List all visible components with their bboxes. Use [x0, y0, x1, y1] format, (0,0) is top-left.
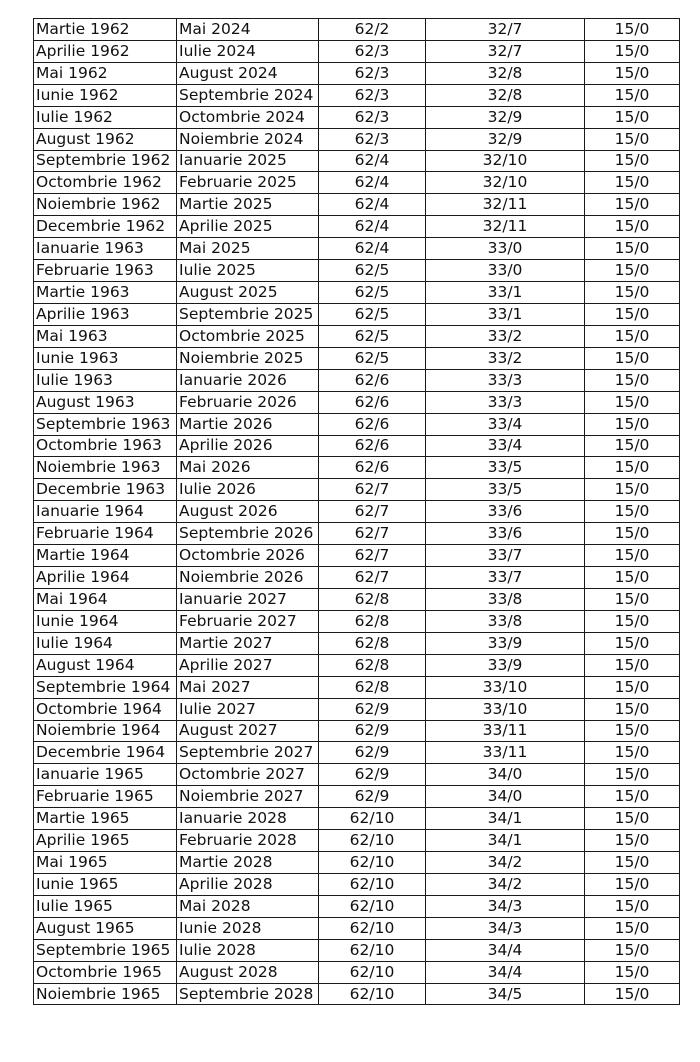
table-row	[34, 282, 680, 304]
standard-age-cell: 62/5	[319, 260, 426, 282]
birth-month-cell: Iulie 1964	[34, 632, 177, 654]
minimum-contribution-cell: 15/0	[585, 720, 680, 742]
retirement-month-cell: Mai 2024	[177, 19, 319, 41]
retirement-month-cell: Aprilie 2025	[177, 216, 319, 238]
table-row	[34, 852, 680, 874]
birth-month-cell: Noiembrie 1964	[34, 720, 177, 742]
table-row	[34, 128, 680, 150]
contribution-period-cell: 34/0	[426, 764, 585, 786]
table-row	[34, 610, 680, 632]
birth-month-cell: Iulie 1963	[34, 369, 177, 391]
minimum-contribution-cell: 15/0	[585, 698, 680, 720]
birth-month-cell: Noiembrie 1962	[34, 194, 177, 216]
birth-month-cell: Octombrie 1964	[34, 698, 177, 720]
table-row	[34, 150, 680, 172]
retirement-month-cell: Septembrie 2025	[177, 303, 319, 325]
retirement-month-cell: Mai 2027	[177, 676, 319, 698]
standard-age-cell: 62/6	[319, 391, 426, 413]
table-row	[34, 216, 680, 238]
standard-age-cell: 62/7	[319, 501, 426, 523]
retirement-month-cell: Februarie 2028	[177, 830, 319, 852]
contribution-period-cell: 33/7	[426, 545, 585, 567]
table-row	[34, 764, 680, 786]
minimum-contribution-cell: 15/0	[585, 62, 680, 84]
retirement-month-cell: August 2024	[177, 62, 319, 84]
minimum-contribution-cell: 15/0	[585, 194, 680, 216]
minimum-contribution-cell: 15/0	[585, 610, 680, 632]
minimum-contribution-cell: 15/0	[585, 764, 680, 786]
standard-age-cell: 62/8	[319, 654, 426, 676]
birth-month-cell: Martie 1963	[34, 282, 177, 304]
minimum-contribution-cell: 15/0	[585, 40, 680, 62]
contribution-period-cell: 33/0	[426, 260, 585, 282]
standard-age-cell: 62/5	[319, 325, 426, 347]
minimum-contribution-cell: 15/0	[585, 632, 680, 654]
retirement-month-cell: Aprilie 2028	[177, 873, 319, 895]
standard-age-cell: 62/7	[319, 567, 426, 589]
birth-month-cell: Martie 1962	[34, 19, 177, 41]
birth-month-cell: Februarie 1965	[34, 786, 177, 808]
contribution-period-cell: 34/0	[426, 786, 585, 808]
table-row	[34, 84, 680, 106]
minimum-contribution-cell: 15/0	[585, 830, 680, 852]
table-row	[34, 325, 680, 347]
table-row	[34, 698, 680, 720]
table-row	[34, 501, 680, 523]
minimum-contribution-cell: 15/0	[585, 895, 680, 917]
standard-age-cell: 62/4	[319, 194, 426, 216]
standard-age-cell: 62/2	[319, 19, 426, 41]
minimum-contribution-cell: 15/0	[585, 479, 680, 501]
standard-age-cell: 62/8	[319, 610, 426, 632]
table-row	[34, 545, 680, 567]
retirement-month-cell: Octombrie 2027	[177, 764, 319, 786]
standard-age-cell: 62/6	[319, 413, 426, 435]
table-row	[34, 588, 680, 610]
standard-age-cell: 62/5	[319, 347, 426, 369]
contribution-period-cell: 33/10	[426, 676, 585, 698]
standard-age-cell: 62/10	[319, 873, 426, 895]
minimum-contribution-cell: 15/0	[585, 435, 680, 457]
retirement-month-cell: Mai 2026	[177, 457, 319, 479]
table-row	[34, 983, 680, 1005]
table-row	[34, 523, 680, 545]
table-row	[34, 961, 680, 983]
minimum-contribution-cell: 15/0	[585, 742, 680, 764]
table-row	[34, 895, 680, 917]
contribution-period-cell: 32/7	[426, 40, 585, 62]
minimum-contribution-cell: 15/0	[585, 369, 680, 391]
minimum-contribution-cell: 15/0	[585, 216, 680, 238]
birth-month-cell: Ianuarie 1964	[34, 501, 177, 523]
minimum-contribution-cell: 15/0	[585, 106, 680, 128]
standard-age-cell: 62/6	[319, 435, 426, 457]
birth-month-cell: Mai 1964	[34, 588, 177, 610]
birth-month-cell: Octombrie 1962	[34, 172, 177, 194]
birth-month-cell: Noiembrie 1963	[34, 457, 177, 479]
birth-month-cell: Iunie 1964	[34, 610, 177, 632]
standard-age-cell: 62/3	[319, 128, 426, 150]
contribution-period-cell: 33/3	[426, 391, 585, 413]
retirement-month-cell: Februarie 2026	[177, 391, 319, 413]
retirement-month-cell: August 2026	[177, 501, 319, 523]
retirement-month-cell: Ianuarie 2026	[177, 369, 319, 391]
standard-age-cell: 62/3	[319, 40, 426, 62]
minimum-contribution-cell: 15/0	[585, 786, 680, 808]
standard-age-cell: 62/7	[319, 523, 426, 545]
contribution-period-cell: 34/1	[426, 830, 585, 852]
contribution-period-cell: 33/0	[426, 238, 585, 260]
standard-age-cell: 62/8	[319, 632, 426, 654]
minimum-contribution-cell: 15/0	[585, 961, 680, 983]
retirement-month-cell: Ianuarie 2025	[177, 150, 319, 172]
standard-age-cell: 62/7	[319, 545, 426, 567]
minimum-contribution-cell: 15/0	[585, 873, 680, 895]
retirement-month-cell: Mai 2025	[177, 238, 319, 260]
birth-month-cell: Iunie 1965	[34, 873, 177, 895]
standard-age-cell: 62/10	[319, 961, 426, 983]
minimum-contribution-cell: 15/0	[585, 303, 680, 325]
standard-age-cell: 62/5	[319, 303, 426, 325]
retirement-month-cell: Noiembrie 2027	[177, 786, 319, 808]
birth-month-cell: August 1965	[34, 917, 177, 939]
contribution-period-cell: 34/1	[426, 808, 585, 830]
retirement-month-cell: Iulie 2024	[177, 40, 319, 62]
birth-month-cell: Aprilie 1965	[34, 830, 177, 852]
birth-month-cell: Decembrie 1964	[34, 742, 177, 764]
contribution-period-cell: 34/3	[426, 917, 585, 939]
contribution-period-cell: 33/7	[426, 567, 585, 589]
minimum-contribution-cell: 15/0	[585, 501, 680, 523]
minimum-contribution-cell: 15/0	[585, 347, 680, 369]
contribution-period-cell: 33/9	[426, 654, 585, 676]
standard-age-cell: 62/8	[319, 676, 426, 698]
retirement-month-cell: Noiembrie 2024	[177, 128, 319, 150]
standard-age-cell: 62/9	[319, 786, 426, 808]
standard-age-cell: 62/4	[319, 172, 426, 194]
birth-month-cell: Februarie 1963	[34, 260, 177, 282]
retirement-month-cell: Iulie 2028	[177, 939, 319, 961]
birth-month-cell: Septembrie 1964	[34, 676, 177, 698]
table-body	[34, 19, 680, 1005]
retirement-month-cell: Aprilie 2027	[177, 654, 319, 676]
standard-age-cell: 62/9	[319, 698, 426, 720]
contribution-period-cell: 34/3	[426, 895, 585, 917]
birth-month-cell: Aprilie 1964	[34, 567, 177, 589]
contribution-period-cell: 33/2	[426, 347, 585, 369]
standard-age-cell: 62/3	[319, 84, 426, 106]
retirement-month-cell: Martie 2027	[177, 632, 319, 654]
standard-age-cell: 62/4	[319, 216, 426, 238]
retirement-month-cell: August 2028	[177, 961, 319, 983]
table-row	[34, 676, 680, 698]
table-row	[34, 347, 680, 369]
minimum-contribution-cell: 15/0	[585, 128, 680, 150]
minimum-contribution-cell: 15/0	[585, 172, 680, 194]
retirement-month-cell: Iunie 2028	[177, 917, 319, 939]
contribution-period-cell: 34/4	[426, 939, 585, 961]
birth-month-cell: Octombrie 1965	[34, 961, 177, 983]
table-row	[34, 457, 680, 479]
standard-age-cell: 62/8	[319, 588, 426, 610]
birth-month-cell: Iunie 1963	[34, 347, 177, 369]
contribution-period-cell: 33/3	[426, 369, 585, 391]
minimum-contribution-cell: 15/0	[585, 260, 680, 282]
retirement-month-cell: Mai 2028	[177, 895, 319, 917]
birth-month-cell: Martie 1965	[34, 808, 177, 830]
minimum-contribution-cell: 15/0	[585, 238, 680, 260]
retirement-month-cell: Octombrie 2024	[177, 106, 319, 128]
birth-month-cell: Ianuarie 1963	[34, 238, 177, 260]
table-row	[34, 172, 680, 194]
retirement-month-cell: Februarie 2027	[177, 610, 319, 632]
retirement-month-cell: Iulie 2026	[177, 479, 319, 501]
retirement-month-cell: Septembrie 2028	[177, 983, 319, 1005]
contribution-period-cell: 34/5	[426, 983, 585, 1005]
pension-schedule-table	[33, 18, 680, 1005]
contribution-period-cell: 32/11	[426, 216, 585, 238]
birth-month-cell: Decembrie 1963	[34, 479, 177, 501]
contribution-period-cell: 32/8	[426, 62, 585, 84]
contribution-period-cell: 33/5	[426, 479, 585, 501]
table-row	[34, 479, 680, 501]
contribution-period-cell: 33/8	[426, 610, 585, 632]
minimum-contribution-cell: 15/0	[585, 852, 680, 874]
standard-age-cell: 62/3	[319, 62, 426, 84]
table-row	[34, 786, 680, 808]
birth-month-cell: Aprilie 1963	[34, 303, 177, 325]
minimum-contribution-cell: 15/0	[585, 413, 680, 435]
minimum-contribution-cell: 15/0	[585, 457, 680, 479]
birth-month-cell: Mai 1962	[34, 62, 177, 84]
table-row	[34, 830, 680, 852]
contribution-period-cell: 33/11	[426, 742, 585, 764]
table-row	[34, 194, 680, 216]
standard-age-cell: 62/10	[319, 830, 426, 852]
contribution-period-cell: 32/10	[426, 172, 585, 194]
contribution-period-cell: 34/2	[426, 852, 585, 874]
contribution-period-cell: 33/1	[426, 303, 585, 325]
birth-month-cell: Iulie 1965	[34, 895, 177, 917]
contribution-period-cell: 33/2	[426, 325, 585, 347]
standard-age-cell: 62/10	[319, 808, 426, 830]
table-row	[34, 413, 680, 435]
contribution-period-cell: 34/4	[426, 961, 585, 983]
birth-month-cell: August 1962	[34, 128, 177, 150]
retirement-month-cell: Iulie 2027	[177, 698, 319, 720]
table-row	[34, 238, 680, 260]
birth-month-cell: Februarie 1964	[34, 523, 177, 545]
minimum-contribution-cell: 15/0	[585, 391, 680, 413]
retirement-month-cell: August 2025	[177, 282, 319, 304]
birth-month-cell: Octombrie 1963	[34, 435, 177, 457]
table-row	[34, 720, 680, 742]
birth-month-cell: Martie 1964	[34, 545, 177, 567]
retirement-month-cell: Iulie 2025	[177, 260, 319, 282]
birth-month-cell: August 1963	[34, 391, 177, 413]
minimum-contribution-cell: 15/0	[585, 939, 680, 961]
contribution-period-cell: 34/2	[426, 873, 585, 895]
minimum-contribution-cell: 15/0	[585, 325, 680, 347]
minimum-contribution-cell: 15/0	[585, 654, 680, 676]
contribution-period-cell: 32/9	[426, 128, 585, 150]
contribution-period-cell: 33/10	[426, 698, 585, 720]
minimum-contribution-cell: 15/0	[585, 588, 680, 610]
retirement-month-cell: August 2027	[177, 720, 319, 742]
minimum-contribution-cell: 15/0	[585, 150, 680, 172]
standard-age-cell: 62/10	[319, 917, 426, 939]
standard-age-cell: 62/10	[319, 939, 426, 961]
minimum-contribution-cell: 15/0	[585, 19, 680, 41]
standard-age-cell: 62/4	[319, 150, 426, 172]
retirement-month-cell: Septembrie 2024	[177, 84, 319, 106]
table-row	[34, 391, 680, 413]
contribution-period-cell: 32/9	[426, 106, 585, 128]
minimum-contribution-cell: 15/0	[585, 282, 680, 304]
standard-age-cell: 62/7	[319, 479, 426, 501]
standard-age-cell: 62/4	[319, 238, 426, 260]
table-row	[34, 106, 680, 128]
contribution-period-cell: 33/1	[426, 282, 585, 304]
contribution-period-cell: 33/4	[426, 413, 585, 435]
table-row	[34, 939, 680, 961]
table-row	[34, 632, 680, 654]
standard-age-cell: 62/10	[319, 983, 426, 1005]
birth-month-cell: Septembrie 1965	[34, 939, 177, 961]
retirement-month-cell: Martie 2026	[177, 413, 319, 435]
minimum-contribution-cell: 15/0	[585, 808, 680, 830]
minimum-contribution-cell: 15/0	[585, 676, 680, 698]
table-row	[34, 654, 680, 676]
table-row	[34, 19, 680, 41]
contribution-period-cell: 32/7	[426, 19, 585, 41]
minimum-contribution-cell: 15/0	[585, 545, 680, 567]
contribution-period-cell: 33/5	[426, 457, 585, 479]
contribution-period-cell: 32/11	[426, 194, 585, 216]
birth-month-cell: Ianuarie 1965	[34, 764, 177, 786]
birth-month-cell: Iunie 1962	[34, 84, 177, 106]
minimum-contribution-cell: 15/0	[585, 523, 680, 545]
table-row	[34, 435, 680, 457]
standard-age-cell: 62/6	[319, 369, 426, 391]
retirement-month-cell: Septembrie 2026	[177, 523, 319, 545]
standard-age-cell: 62/10	[319, 895, 426, 917]
birth-month-cell: Septembrie 1962	[34, 150, 177, 172]
birth-month-cell: Mai 1963	[34, 325, 177, 347]
birth-month-cell: Iulie 1962	[34, 106, 177, 128]
retirement-month-cell: Noiembrie 2025	[177, 347, 319, 369]
retirement-month-cell: Ianuarie 2028	[177, 808, 319, 830]
standard-age-cell: 62/9	[319, 720, 426, 742]
contribution-period-cell: 33/11	[426, 720, 585, 742]
retirement-month-cell: Aprilie 2026	[177, 435, 319, 457]
standard-age-cell: 62/3	[319, 106, 426, 128]
standard-age-cell: 62/9	[319, 764, 426, 786]
table-row	[34, 873, 680, 895]
contribution-period-cell: 32/8	[426, 84, 585, 106]
birth-month-cell: Mai 1965	[34, 852, 177, 874]
contribution-period-cell: 33/9	[426, 632, 585, 654]
table-row	[34, 567, 680, 589]
birth-month-cell: Septembrie 1963	[34, 413, 177, 435]
contribution-period-cell: 33/8	[426, 588, 585, 610]
table-row	[34, 742, 680, 764]
retirement-month-cell: Martie 2028	[177, 852, 319, 874]
contribution-period-cell: 32/10	[426, 150, 585, 172]
minimum-contribution-cell: 15/0	[585, 84, 680, 106]
minimum-contribution-cell: 15/0	[585, 917, 680, 939]
standard-age-cell: 62/5	[319, 282, 426, 304]
birth-month-cell: Decembrie 1962	[34, 216, 177, 238]
birth-month-cell: Noiembrie 1965	[34, 983, 177, 1005]
contribution-period-cell: 33/6	[426, 523, 585, 545]
retirement-month-cell: Octombrie 2026	[177, 545, 319, 567]
contribution-period-cell: 33/4	[426, 435, 585, 457]
minimum-contribution-cell: 15/0	[585, 567, 680, 589]
table-row	[34, 917, 680, 939]
retirement-month-cell: Octombrie 2025	[177, 325, 319, 347]
standard-age-cell: 62/9	[319, 742, 426, 764]
table-row	[34, 40, 680, 62]
retirement-month-cell: Februarie 2025	[177, 172, 319, 194]
retirement-month-cell: Ianuarie 2027	[177, 588, 319, 610]
retirement-month-cell: Martie 2025	[177, 194, 319, 216]
table-row	[34, 260, 680, 282]
standard-age-cell: 62/10	[319, 852, 426, 874]
table-row	[34, 303, 680, 325]
minimum-contribution-cell: 15/0	[585, 983, 680, 1005]
table-row	[34, 62, 680, 84]
retirement-month-cell: Septembrie 2027	[177, 742, 319, 764]
table-row	[34, 369, 680, 391]
table-row	[34, 808, 680, 830]
standard-age-cell: 62/6	[319, 457, 426, 479]
birth-month-cell: August 1964	[34, 654, 177, 676]
contribution-period-cell: 33/6	[426, 501, 585, 523]
birth-month-cell: Aprilie 1962	[34, 40, 177, 62]
retirement-month-cell: Noiembrie 2026	[177, 567, 319, 589]
